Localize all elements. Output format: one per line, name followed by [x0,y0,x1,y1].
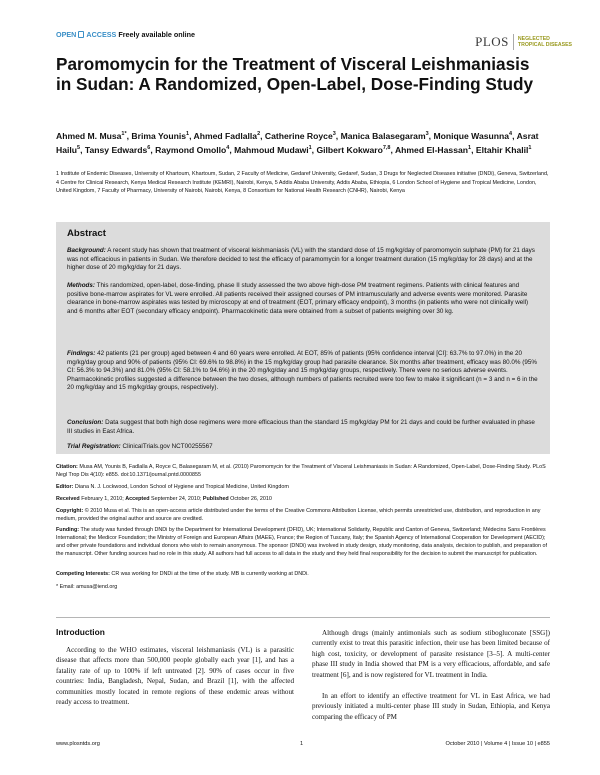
methods-label: Methods: [67,282,95,289]
author-name: Raymond Omollo$^4$ [155,144,230,155]
abstract-box [56,222,550,454]
author-affiliation-marker: 4 [509,131,513,137]
introduction-heading: Introduction [56,627,105,637]
author-name: Manica Balasegaram$^3$ [340,130,429,141]
editor-text: Diana N. J. Lockwood, London School of Hygiene and Tropical Medicine, United Kingdom [74,484,289,490]
article-title: Paromomycin for the Treatment of Visceral Leishmaniasis in Sudan: A Randomized, Open-Label, Dose-Finding Study [56,54,534,94]
background-label: Background: [67,247,106,254]
logo-divider [513,34,514,50]
open-access-banner [56,30,195,39]
author-affiliation-marker: 7,8 [382,144,391,151]
open-access-word: ACCESS [86,30,117,39]
copyright-block [56,507,550,523]
author-list: Ahmed M. Musa$^{1*}$, Brima Younis$^1$, Ahmed Fadlalla$^2$, Catherine Royce$^3$, Manica Balasegaram$^3$, Monique Wasunna$^4$, Asrat Hailu$^5$, Tansy Edwards$^6$, Raymond Omollo$^4$, Mahmoud Mudawi$^1$, Gilbert Kokwaro$^{7,8}$, Ahmed El-Hassan$^1$, Eltahir Khalil$^1$ [56,130,539,155]
affiliations: 1 Institute of Endemic Diseases, University of Khartoum, Khartoum, Sudan, 2 Faculty of Medicine, Gedaref University, Gedaref, Sudan, 3 Drugs for Neglected Diseases initiative (DNDi), Geneva, Switzerland, 4 Centre for Clinical Research, Kenya Medical Research Institute (KEMRI), Nairobi, Kenya, 5 Addis Ababa University, Addis Ababa, Ethiopia, 6 London School of Hygiene and Tropical Medicine, London, United Kingdom, 7 Faculty of Pharmacy, University of Nairobi, Nairobi, Kenya, 8 Consortium for National Health Research (CNHR), Nairobi, Kenya [56,171,549,195]
page-number: 1 [300,741,304,747]
author-name: Asrat Hailu$^5$ [56,130,539,155]
author-name: Ahmed Fadlalla$^2$ [193,130,261,141]
dates-block [56,495,550,503]
author-affiliation-marker: 3 [332,131,336,137]
author-name: Brima Younis$^1$ [131,130,190,141]
abstract-conclusion [67,419,539,436]
accepted-date: September 24, 2010; [151,496,202,502]
conclusion-text: Data suggest that both high dose regimens were more efficacious than the standard 15 mg/kg/day PM for 21 days and could be further evaluated in phase III studies in East Africa. [67,419,535,435]
competing-interests-block [56,570,550,578]
journal-subtitle [518,36,572,48]
citation-text: Musa AM, Younis B, Fadlalla A, Royce C, Balasegaram M, et al. (2010) Paromomycin for the Treatment of Visceral Leishmaniasis in Sudan: A Randomized, Open-Label, Dose-Finding Study. PLoS Negl Trop Dis 4(10): e855. doi:10.1371/journal.pntd.0000855 [56,464,546,478]
author-name: Tansy Edwards$^6$ [84,144,151,155]
findings-text: 42 patients (21 per group) aged between 4 and 60 years were enrolled. At EOT, 85% of patients (95% confidence interval [CI]: 63.7% to 97.0%) in the 20 mg/kg/day group and 90% of patients (95% CI: 69.6% to 98.8%) in the 15 mg/kg/day group had parasite clearance. Six months after treatment, efficacy was 80.0% (95% CI: 56.3% to 94.3%) and 81.0% (95% CI: 58.1% to 94.6%) in the 20 mg/kg/day and 15 mg/kg/day groups, respectively. There were no serious adverse events. Pharmacokinetic profiles suggested a difference between the two doses, although numbers of patients recruited were too few to make it significant (n = 3 and n = 6 in the 20 mg/kg/day and 15 mg/kg/day groups, respectively). [67,350,538,392]
author-affiliation-marker: 4 [226,144,230,151]
journal-subtitle-line-1: NEGLECTED [517,36,550,42]
author-affiliation-marker: 3 [425,131,429,137]
author-affiliation-marker: 1 [186,131,190,137]
author-name: Mahmoud Mudawi$^1$ [234,144,312,155]
abstract-background [67,247,539,273]
journal-header [56,28,572,56]
plos-logo-text: PLOS [475,34,509,49]
issue-info: October 2010 | Volume 4 | Issue 10 | e855 [445,741,550,747]
author-affiliation-marker: 1 [308,144,312,151]
author-affiliation-marker: 1 [528,144,532,151]
introduction-paragraph-3: In an effort to identify an effective treatment for VL in East Africa, we had previously initiated a multi-center phase III study in Sudan, Ethiopia, and Kenya comparing the efficacy of PM [312,692,550,721]
introduction-paragraph-1: According to the WHO estimates, visceral leishmaniasis (VL) is a parasitic disease that affects more than 500,000 people globally each year [1], and has a fatality rate of up to 100% if left untreated [2]. 90% of cases occur in five countries: India, Bangladesh, Nepal, Sudan, and Brazil [1], with the affected communities mostly located in remote regions of these endemic areas without ready access to treatment. [56,646,294,707]
findings-label: Findings: [67,350,96,357]
published-label: Published [202,496,229,502]
copyright-label: Copyright: [56,508,84,514]
editor-block [56,483,550,491]
author-name: Ahmed El-Hassan$^1$ [394,144,472,155]
funding-block [56,526,550,558]
accepted-label: Accepted [125,496,150,502]
open-lock-icon [78,31,84,38]
author-name: Eltahir Khalil$^1$ [475,144,532,155]
received-label: Received [56,496,80,502]
author-name: Ahmed M. Musa$^{1*}$ [56,130,127,141]
competing-text: CR was working for DNDi at the time of the study. MB is currently working at DNDi. [111,571,309,577]
author-name: Catherine Royce$^3$ [264,130,336,141]
published-date: October 26, 2010 [230,496,272,502]
email-line: * Email: amusa@iend.org [56,584,118,590]
trial-label: Trial Registration: [67,443,121,450]
copyright-text: © 2010 Musa et al. This is an open-access article distributed under the terms of the Creative Commons Attribution License, which permits unrestricted use, distribution, and reproduction in any medium, provided the original author and source are credited. [56,508,541,522]
author-name: Monique Wasunna$^4$ [433,130,513,141]
abstract-methods [67,282,539,316]
conclusion-label: Conclusion: [67,419,104,426]
open-access-suffix: Freely available online [118,30,196,39]
author-affiliation-marker: 1* [121,131,127,137]
journal-url[interactable]: www.plosntds.org [56,741,100,747]
funding-label: Funding: [56,527,80,533]
author-affiliation-marker: 1 [468,144,472,151]
methods-text: This randomized, open-label, dose-finding, phase II study assessed the two above high-dose PM treatment regimens. Patients with clinical features and positive bone-marrow aspirates for VL were enrolled. All patients received their assigned courses of PM intramuscularly and adverse events were monitored. Parasite clearance in bone-marrow aspirates was tested by microscopy at end of treatment (EOT, primary efficacy endpoint), 3 months (in patients who were not clinically well) and 6 months after EOT (secondary efficacy endpoint). Pharmacokinetic data were obtained from a subset of patients weighing over 30 kg. [67,282,529,315]
section-divider [56,617,550,618]
author-name: Gilbert Kokwaro$^{7,8}$ [316,144,391,155]
journal-subtitle-line-2: TROPICAL DISEASES [517,42,572,48]
citation-label: Citation: [56,464,78,470]
open-access-prefix: OPEN [56,30,77,39]
funding-text: The study was funded through DNDi by the Department for International Development (DFID), UK; International Solidarity, Republic and Canton of Geneva, Switzerland; Médecins Sans Frontières International; the Medicor Foundation; the Ministry of Foreign and European Affairs (MAEE), France; the Region of Tuscany, Italy; the Spanish Agency of International Cooperation for Development (AECID); and other private foundations and individual donors who wish to remain anonymous. The sponsor (DNDi) was involved in study design, study monitoring, data analysis, decision to publish, and preparation of the manuscript. Other funding sources had no role in this study. All authors had full access to all data in the study and they held final responsibility for the decision to submit the manuscript for publication. [56,527,548,557]
page-footer [56,741,550,753]
introduction-paragraph-2: Although drugs (mainly antimonials such as sodium stibogluconate [SSG]) currently exist to treat this parasitic infection, their use has been limited because of high cost, toxicity, or development of parasite resistance [3–5]. A multi-center phase III study in India showed that PM is a very efficacious, affordable, and safe treatment [6], and is now registered for VL treatment in India. [312,629,550,679]
trial-text: ClinicalTrials.gov NCT00255567 [122,443,213,450]
author-affiliation-marker: 2 [257,131,261,137]
citation-block [56,463,550,479]
background-text: A recent study has shown that treatment of visceral leishmaniasis (VL) with the standard dose of 15 mg/kg/day of paromomycin sulphate (PM) for 21 days was not efficacious in patients in Sudan. We therefore decided to test the efficacy of paramomycin for a longer treatment duration (15 mg/kg/day for 28 days) and at the higher dose of 20 mg/kg/day for 21 days. [67,247,535,272]
author-affiliation-marker: 5 [77,144,81,151]
competing-label: Competing Interests: [56,571,110,577]
journal-logo [475,28,572,56]
abstract-findings [67,350,539,393]
author-affiliation-marker: 6 [147,144,151,151]
abstract-trial-registration [67,443,539,452]
received-date: February 1, 2010; [81,496,124,502]
abstract-heading: Abstract [67,228,106,239]
editor-label: Editor: [56,484,74,490]
